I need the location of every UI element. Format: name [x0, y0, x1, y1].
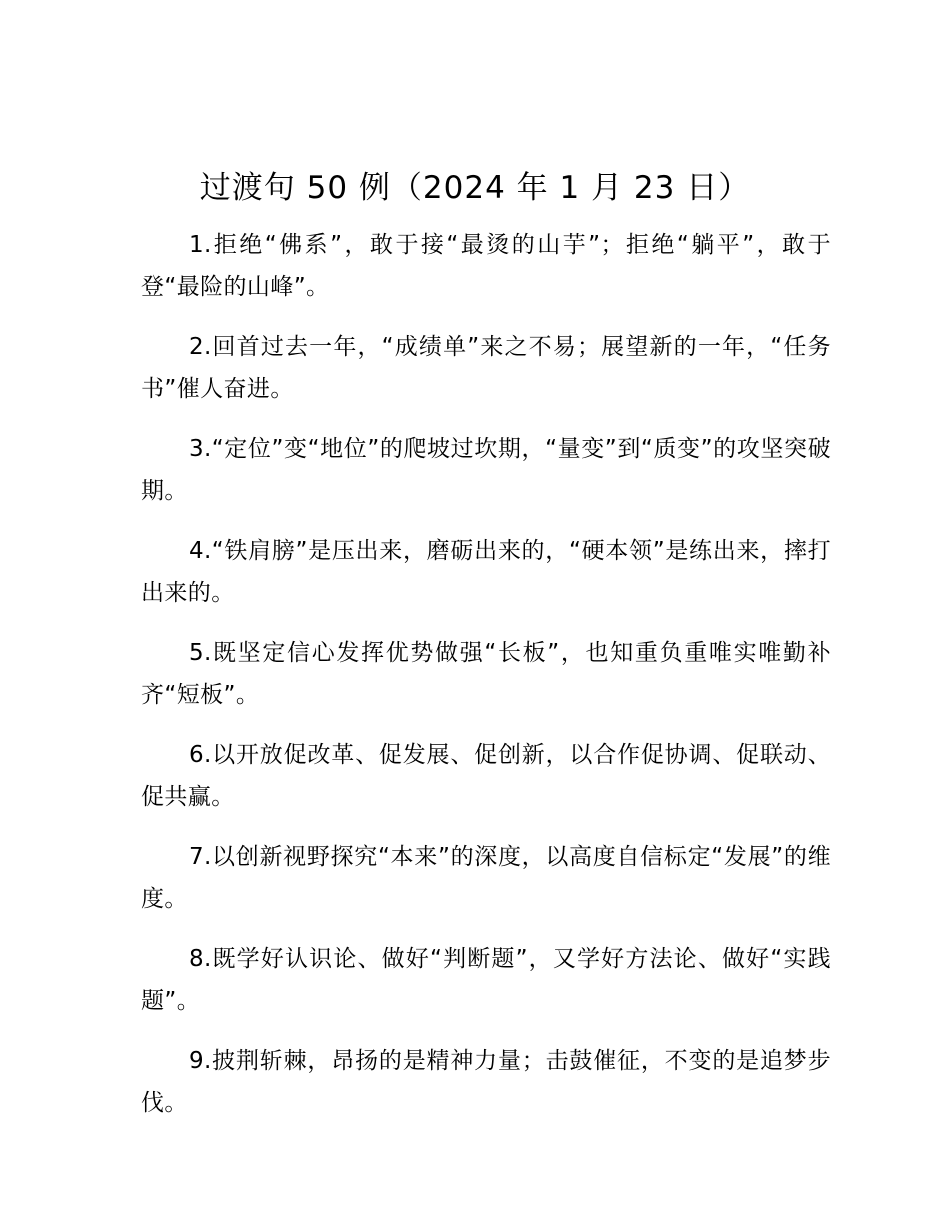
paragraph-2: 2.回首过去一年，“成绩单”来之不易；展望新的一年，“任务书”催人奋进。: [141, 334, 831, 402]
paragraph-1: 1.拒绝“佛系”，敢于接“最烫的山芋”；拒绝“躺平”，敢于登“最险的山峰”。: [141, 232, 831, 300]
paragraph-5: 5.既坚定信心发挥优势做强“长板”，也知重负重唯实唯勤补齐“短板”。: [141, 640, 831, 708]
paragraph-8: 8.既学好认识论、做好“判断题”，又学好方法论、做好“实践题”。: [141, 946, 831, 1014]
document-title: 过渡句 50 例（2024 年 1 月 23 日）: [199, 170, 751, 206]
paragraph-4: 4.“铁肩膀”是压出来，磨砺出来的，“硬本领”是练出来，摔打出来的。: [141, 538, 831, 606]
paragraph-7: 7.以创新视野探究“本来”的深度，以高度自信标定“发展”的维度。: [141, 844, 831, 912]
paragraph-9: 9.披荆斩棘，昂扬的是精神力量；击鼓催征，不变的是追梦步伐。: [141, 1048, 831, 1116]
paragraph-3: 3.“定位”变“地位”的爬坡过坎期，“量变”到“质变”的攻坚突破期。: [141, 436, 831, 504]
document-body: [141, 224, 831, 1142]
paragraph-6: 6.以开放促改革、促发展、促创新，以合作促协调、促联动、促共赢。: [141, 742, 831, 810]
